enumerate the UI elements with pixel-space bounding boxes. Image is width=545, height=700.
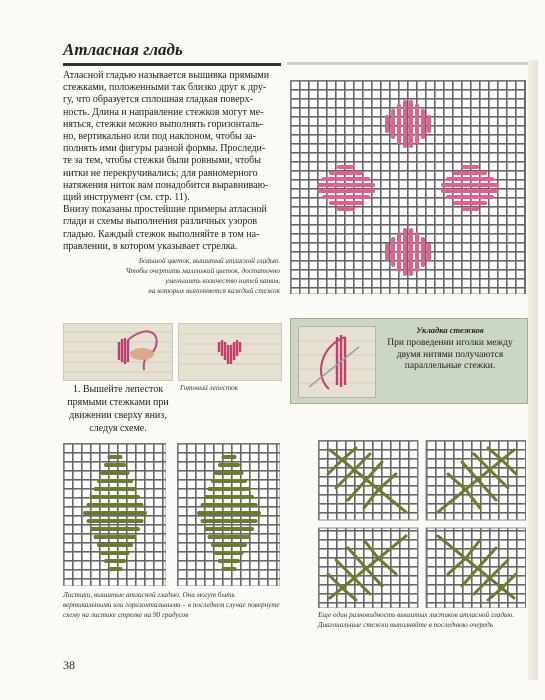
body-line: нитки не перекручивались; для равномерного bbox=[63, 167, 258, 179]
body-line: правлении, в котором указывает стрелка. bbox=[63, 240, 238, 252]
body-line: Внизу показаны простейшие примеры атласной bbox=[63, 204, 267, 216]
body-line: глади и схемы выполнения различных узоров bbox=[63, 216, 258, 228]
body-line: Атласной гладью называется вышивка прямыми bbox=[63, 70, 270, 81]
body-line: полнять ими фигуры разной формы. Проследи- bbox=[63, 143, 266, 155]
fern-diagram bbox=[318, 440, 526, 608]
body-line: щий инструмент (см. стр. 11). bbox=[63, 192, 190, 204]
title-rule bbox=[63, 63, 281, 66]
caption-ferns: Еще один разновидность вышитых листиков атласной гладью. Диагональные стежки выполняйте в последнюю очередь bbox=[318, 611, 515, 629]
page-edge bbox=[528, 60, 538, 680]
body-line: но, вертикально или под наклоном, чтобы за- bbox=[63, 131, 256, 143]
caption-main bbox=[95, 256, 280, 296]
photo-finished-petal bbox=[178, 323, 282, 381]
flower-pattern-diagram bbox=[290, 80, 526, 294]
page-number: 38 bbox=[63, 658, 75, 672]
caption-line: Чтобы очертить маленький цветок, достаточно bbox=[125, 267, 280, 275]
page-title: Атласная гладь bbox=[63, 40, 183, 59]
body-line: гладью. Каждый стежок выполняйте в том на- bbox=[63, 228, 260, 240]
body-line: гу, что образуется сплошная гладкая поверх- bbox=[63, 94, 253, 106]
photo-needle-work bbox=[63, 323, 173, 381]
caption-line: уменьшить количество нитей канвы, bbox=[165, 277, 280, 285]
caption-leaves: Листики, вышитые атласной гладью. Они могут быть вертикальными или горизонтальными – в последнем случае повернуте схему на листике стрелке на 90 градусов bbox=[63, 591, 280, 619]
body-text bbox=[63, 70, 285, 253]
body-line: ность. Длина и направление стежков могут ме- bbox=[63, 106, 264, 118]
photo-parallel-stitches bbox=[298, 326, 376, 398]
caption-line: на которых выполняется каждый стежок bbox=[148, 287, 280, 295]
tip-title: Укладка стежков bbox=[416, 325, 484, 335]
leaf-diagram-left bbox=[63, 443, 166, 586]
caption-heart: Готовый лепесток bbox=[180, 384, 239, 392]
caption-line: Большой цветок, вышитый атласной гладью. bbox=[138, 257, 280, 265]
body-line: те за тем, чтобы стежки были ровными, чтобы bbox=[63, 155, 261, 167]
step-one-text: 1. Вышейте лепесток прямыми стежками при движении сверху вниз, следуя схеме. bbox=[67, 384, 169, 434]
body-line: натяжения ниток вам понадобится выравниваю- bbox=[63, 179, 269, 191]
body-line: стежками, положенными так близко друг к дру- bbox=[63, 82, 267, 94]
body-line: няться, стежки можно выполнять горизонталь- bbox=[63, 118, 264, 130]
tip-text: При проведении иголки между двумя нитями получаются параллельные стежки. bbox=[387, 338, 513, 371]
header-bar bbox=[287, 62, 535, 65]
leaf-diagram-right bbox=[177, 443, 280, 586]
